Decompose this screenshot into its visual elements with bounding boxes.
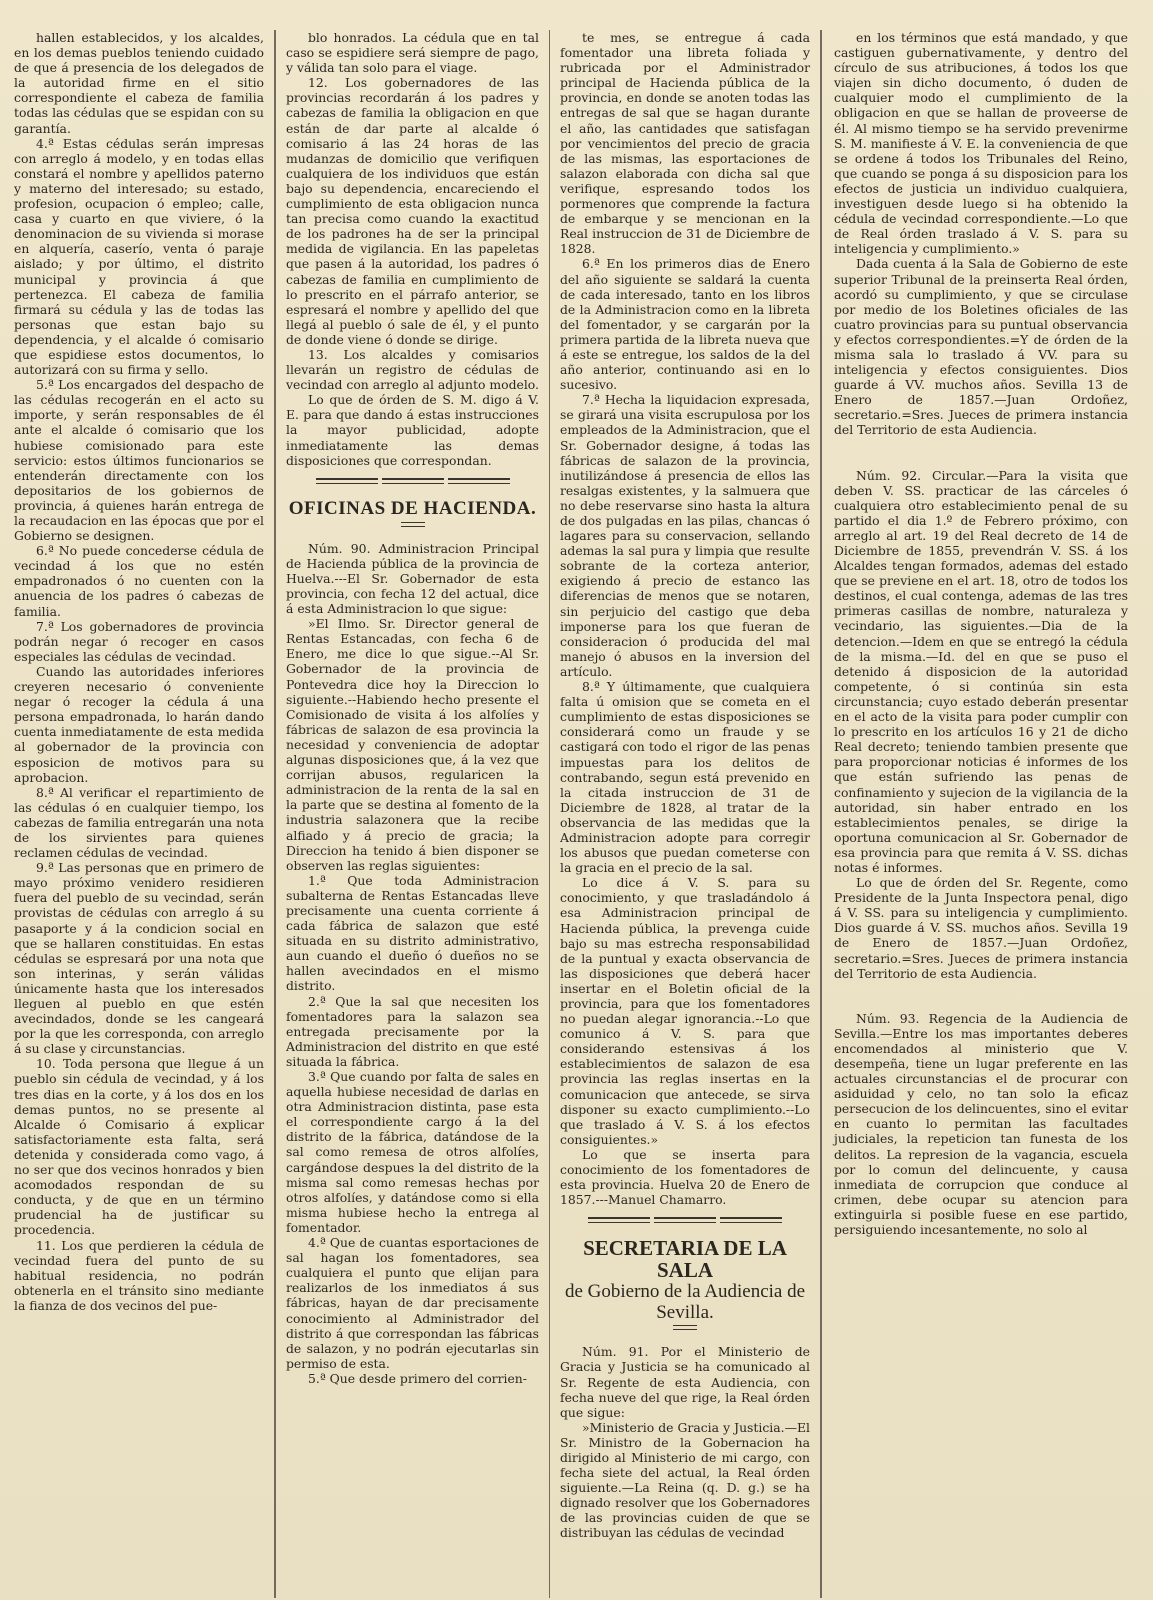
ornamental-rule: [286, 478, 539, 486]
paragraph: 6.ª No puede concederse cédula de vecindad á los que no estén empadronados ó no cuenten con la anuencia de los padres ó cabezas de familia.: [14, 543, 264, 619]
paragraph: 10. Toda persona que llegue á un pueblo sin cédula de vecindad, y á los tres dias en la corte, y á los dos en los demas puntos, no se presente al Alcalde ó Comisario á explicar satisfactoriamente esta falta, será detenida y considerada como vago, á no ser que dos vecinos honrados y bien acomodados respondan de su conducta, y de que en un término prudencial ha de justificar su procedencia.: [14, 1056, 264, 1238]
paragraph: Núm. 91. Por el Ministerio de Gracia y Justicia se ha comunicado al Sr. Regente de esta Audiencia, con fecha nueve del que rige, la Real órden que sigue:: [560, 1344, 810, 1420]
paragraph: 5.ª Los encargados del despacho de las cédulas recogerán en el acto su importe, y serán responsables de él ante el alcalde ó comisario que los hubiese comisionado para este servicio: estos últimos funcionarios se entenderán directamente con los depositarios de los gobiernos de provincia, á quienes harán entrega de la recaudacion en las épocas que por el Gobierno se designen.: [14, 377, 264, 544]
paragraph: 9.ª Las personas que en primero de mayo próximo venidero residieren fuera del pueblo de su vecindad, serán provistas de cédulas con arreglo á su pasaporte y á la condicion social en que se hallaren constituidas. En estas cédulas se espresará por una nota que son interinas, y serán válidas únicamente hasta que los interesados lleguen al pueblo en que estén avecindados, donde se les cangeará por la que les corresponda, con arreglo á su clase y circunstancias.: [14, 860, 264, 1057]
paragraph: 2.ª Que la sal que necesiten los fomentadores para la salazon sea entregada precisamente por la Administracion del distrito en que esté situada la fábrica.: [286, 993, 539, 1069]
paragraph: Lo que se inserta para conocimiento de los fomentadores de esta provincia. Huelva 20 de Enero de 1857.---Manuel Chamarro.: [560, 1146, 810, 1208]
paragraph: 3.ª Que cuando por falta de sales en aquella hubiese necesidad de darlas en otra Administracion distinta, pase esta el correspondiente cargo á la del distrito de la fábrica, datándose de la sal como remesa de otros alfolíes, cargándose despues la del distrito de la misma sal como remesas hechas por otros alfolíes, y datándose como si ella misma hubiese hecho la entrega al fomentador.: [286, 1069, 539, 1235]
paragraph: Lo que de órden del Sr. Regente, como Presidente de la Junta Inspectora penal, digo á V. SS. para su inteligencia y cumplimiento. Dios guarde á V. SS. muchos años. Sevilla 19 de Enero de 1857.—Juan Ordoñez, secretario.=Sres. Jueces de primera instancia del Territorio de esta Audiencia.: [834, 875, 1128, 981]
section-heading-oficinas: OFICINAS DE HACIENDA.: [288, 497, 537, 519]
column-divider: [274, 30, 276, 1598]
paragraph: 13. Los alcaldes y comisarios llevarán un registro de cédulas de vecindad con arreglo al adjunto modelo.: [286, 346, 539, 393]
heading-dash: [401, 522, 425, 527]
paragraph: Núm. 92. Circular.—Para la visita que deben V. SS. practicar de las cárceles ó cualquiera otro establecimiento penal de su partido el dia 1.º de Febrero próximo, con arreglo al art. 19 del Real decreto de 14 de Diciembre de 1855, prevendrán V. SS. á los Alcaldes tengan formados, ademas del estado que se previene en el art. 18, otro de todos los destinos, el cual contenga, ademas de las tres primeras casillas de nombre, naturaleza y vecindario, las siguientes.—Dia de la detencion.—Idem en que se entregó la cédula de la misma.—Id. del en que se puso el detenido á disposicion de la autoridad competente, ó si continúa sin esta circunstancia; cuyo estado deberán presentar en el acto de la visita para poder cumplir con lo prescrito en los artículos 16 y 21 de dicho Real decreto; teniendo tambien presente que para proporcionar noticias é informes de los que están sufriendo las penas de confinamiento y sujecion de la vigilancia de la autoridad, sin haber entrado en los establecimientos penales, se dirige la oportuna comunicacion al Sr. Gobernador de esa provincia para que remita á V. SS. dichas notas é informes.: [834, 467, 1128, 875]
column-3: [550, 30, 820, 1598]
paragraph: Núm. 93. Regencia de la Audiencia de Sevilla.—Entre los mas importantes deberes encomendados al ministerio que V. desempeña, tiene un lugar preferente en las actuales circunstancias el de procurar con asiduidad y celo, no tan solo la eficaz persecucion de los delincuentes, sino el evitar en cuanto lo permitan las facultades judiciales, la repeticion tan funesta de los delitos. La represion de la vagancia, escuela por lo comun del delincuente, y causa inmediata de corrupcion que conduce al crimen, debe ocupar su atencion para extinguirla si posible fuese en ese partido, persiguiendo incesantemente, no solo al: [834, 1010, 1128, 1238]
paragraph: 5.ª Que desde primero del corrien-: [308, 1370, 527, 1386]
section-subheading-secretaria: de Gobierno de la Audiencia de Sevilla.: [564, 1281, 806, 1324]
paragraph: te mes, se entregue á cada fomentador una libreta foliada y rubricada por el Administrador principal de Hacienda pública de la provincia, en donde se anoten todas las entregas de sal que se hagan durante el año, las cantidades que satisfagan por vencimientos del precio de gracia de las mismas, las esportaciones de salazon elaborada con dicha sal que verifique, espresando todos los pormenores que comprende la factura de embarque y se mencionan en la Real instruccion de 31 de Diciembre de 1828.: [560, 30, 810, 257]
heading-dash: [673, 1325, 697, 1330]
section-heading-secretaria: SECRETARIA DE LA SALA: [583, 1236, 787, 1283]
paragraph: 4.ª Estas cédulas serán impresas con arreglo á modelo, y en todas ellas constará el nombre y apellidos paterno y materno del interesado; su estado, profesion, ocupacion ó empleo; calle, casa y cuarto en que viviere, ó la denominacion de su vivienda si morase en alquería, caserío, venta ó paraje aislado; y por último, el distrito municipal y provincia á que pertenezca. El cabeza de familia firmará su cédula y las de todas las personas que estan bajo su dependencia, y el alcalde ó comisario que espidiese estos documentos, lo autorizará con su firma y sello.: [14, 135, 264, 378]
ornamental-rule: [560, 1217, 810, 1225]
paragraph: 8.ª Y últimamente, que cualquiera falta ú omision que se cometa en el cumplimiento de estas disposiciones se considerará como un fraude y se castigará con todo el rigor de las penas impuestas para los delitos de contrabando, segun está prevenido en la citada instruccion de 31 de Diciembre de 1828, al tratar de la observancia de las medidas que la Administracion adopte para corregir los abusos que puedan cometerse con la gracia en el precio de la sal.: [560, 679, 810, 876]
paragraph: 7.ª Los gobernadores de provincia podrán negar ó recoger en casos especiales las cédulas de vecindad.: [14, 618, 264, 664]
paragraph: en los términos que está mandado, y que castiguen gubernativamente, y dentro del círculo de sus atribuciones, á todos los que viajen sin dicho documento, ó duden de cualquier modo el cumplimiento de la obligacion en que se hallan de proveerse de él. Al mismo tiempo se ha servido prevenirme S. M. manifieste á V. E. la conveniencia de que se ordene á todos los Tribunales del Reino, que cuando se ponga á su disposicion para los efectos de justicia un individuo cualquiera, investiguen desde luego si ha obtenido la cédula de vecindad correspondiente.—Lo que de Real órden traslado á V. S. para su inteligencia y cumplimiento.»: [834, 30, 1128, 257]
paragraph: Dada cuenta á la Sala de Gobierno de este superior Tribunal de la preinserta Real órden, acordó su cumplimiento, y que se circulase por medio de los Boletines oficiales de las cuatro provincias para su puntual observancia y efectos correspondientes.=Y de órden de la misma sala lo traslado á VV. para su inteligencia y efectos consiguientes. Dios guarde á VV. muchos años. Sevilla 13 de Enero de 1857.—Juan Ordoñez, secretario.=Sres. Jueces de primera instancia del Territorio de esta Audiencia.: [834, 256, 1128, 438]
section-spacer: [834, 438, 1128, 468]
paragraph: »Ministerio de Gracia y Justicia.—El Sr. Ministro de la Gobernacion ha dirigido al Ministerio de mi cargo, con fecha siete del actual, la Real órden siguiente.—La Reina (q. D. g.) se ha dignado resolver que los Gobernadores de las provincias cuiden de que se distribuyan las cédulas de vecindad: [560, 1419, 810, 1541]
column-4: [822, 30, 1128, 1598]
paragraph: Núm. 90. Administracion Principal de Hacienda pública de la provincia de Huelva.---El Sr. Gobernador de esta provincia, con fecha 12 del actual, dice á esta Administracion lo que sigue:: [286, 540, 539, 617]
column-2: [276, 30, 549, 1598]
paragraph: 12. Los gobernadores de las provincias recordarán á los padres y cabezas de familia la obligacion en que están de dar parte al alcalde ó comisario á las 24 horas de las mudanzas de domicilio que verifiquen cualquiera de los individuos que están bajo su dependencia, encareciendo el cumplimiento de esta obligacion nunca tan precisa como cuando la exactitud de los padrones ha de ser la principal medida de vigilancia. En las papeletas que pasen á la autoridad, los padres ó cabezas de familia en cumplimiento de lo prescrito en el párrafo anterior, se espresará el nombre y apellido del que llegá al pueblo ó sale de él, y el punto de donde viene ó donde se dirige.: [286, 75, 539, 347]
paragraph: 4.ª Que de cuantas esportaciones de sal hagan los fomentadores, sea cualquiera el punto que elijan para realizarlos de los inmediatos á sus fábricas, hayan de dar precisamente conocimiento al Administrador del distrito á que correspondan las fábricas de salazon, y no podrán ejecutarlas sin permiso de esta.: [286, 1235, 539, 1371]
paragraph: 8.ª Al verificar el repartimiento de las cédulas ó en cualquier tiempo, los cabezas de familia entregarán una nota de los sirvientes para quienes reclamen cédulas de vecindad.: [14, 784, 264, 861]
column-divider: [549, 30, 550, 1598]
paragraph: 6.ª En los primeros dias de Enero del año siguiente se saldará la cuenta de cada interesado, tanto en los libros de la Administracion como en la libreta del fomentador, y se cargarán por la primera partida de la libreta nueva que á este se entregue, los saldos de la del año anterior, continuando asi en lo sucesivo.: [560, 256, 810, 393]
paragraph: Lo dice á V. S. para su conocimiento, y que trasladándolo á esa Administracion principal de Hacienda pública, la prevenga cuide bajo su mas estrecha responsabilidad de la puntual y exacta observancia de las disposiciones que deberá hacer insertar en el Boletin oficial de la provincia, para que los fomentadores no puedan alegar ignorancia.--Lo que comunico á V. S. para que considerando estensivas á los establecimientos de salazon de esa provincia las reglas insertas en la comunicacion que antecede, se sirva disponer su exacto cumplimiento.--Lo que traslado á V. S. á los efectos consiguientes.»: [560, 875, 810, 1147]
paragraph: 7.ª Hecha la liquidacion expresada, se girará una visita escrupulosa por los empleados de la Administracion, que el Sr. Gobernador designe, á todas las fábricas de salazon de la provincia, inutilizándose á presencia de ellos las resalgas existentes, y la salmuera que no debe reservarse sino hasta la altura de dos pulgadas en las pilas, chancas ó lagares para su conservacion, sellando ademas la sal pura y limpia que resulte sobrante de la corteza anterior, exigiendo á precio de estanco las diferencias de menos que se notaren, sin perjuicio del castigo que deba imponerse para los que fueran de consideracion ó producida del mal manejo ó abusos en la inversion del artículo.: [560, 392, 810, 679]
paragraph: hallen establecidos, y los alcaldes, en los demas pueblos teniendo cuidado de que á presencia de los delegados de la autoridad firme en el sitio correspondiente el cabeza de familia todas las cédulas que se espidan con su garantía.: [14, 30, 264, 136]
paragraph: blo honrados. La cédula que en tal caso se espidiere será siempre de pago, y válida tan solo para el viage.: [286, 30, 539, 76]
paragraph: 1.ª Que toda Administracion subalterna de Rentas Estancadas lleve precisamente una cuenta corriente á cada fábrica de salazon que esté situada en su distrito administrativo, aun cuando el dueño ó dueños no se hallen avecindados en el mismo distrito.: [286, 872, 539, 994]
column-divider: [820, 30, 822, 1598]
section-spacer: [834, 981, 1128, 1011]
paragraph: Cuando las autoridades inferiores creyeren necesario ó conveniente negar ó recoger la cédula á una persona empadronada, lo harán dando cuenta inmediatamente de esta medida al gobernador de la provincia con esposicion de motivos para su aprobacion.: [14, 663, 264, 785]
paragraph: »El Ilmo. Sr. Director general de Rentas Estancadas, con fecha 6 de Enero, me dice lo que sigue.--Al Sr. Gobernador de la provincia de Pontevedra dice hoy la Direccion lo siguiente.--Habiendo hecho presente el Comisionado de visita á los alfolíes y fábricas de salazon de esa provincia la necesidad y conveniencia de adoptar algunas disposiciones que, á la vez que corrijan abusos, regularicen la administracion de la renta de la sal en la parte que se destina al fomento de la industria salazonera que la recibe alfiado y á precio de gracia; la Direccion ha tenido á bien disponer se observen las reglas siguientes:: [286, 616, 539, 873]
column-1: [14, 30, 274, 1598]
paragraph: Lo que de órden de S. M. digo á V. E. para que dando á estas instrucciones la mayor publicidad, adopte inmediatamente las demas disposiciones que correspondan.: [286, 392, 539, 468]
column-layout: [14, 30, 1139, 1598]
paragraph: 11. Los que perdieren la cédula de vecindad fuera del punto de su habitual residencia, no podrán obtenerla en el tránsito sino mediante la fianza de dos vecinos del pue-: [14, 1237, 264, 1313]
